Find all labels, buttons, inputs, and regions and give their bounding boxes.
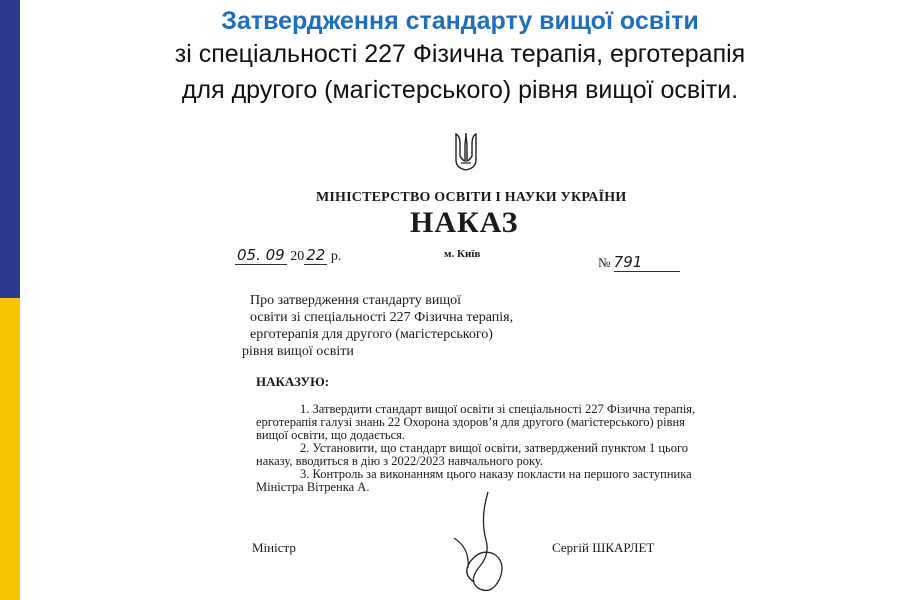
date-year-prefix: 20 (290, 249, 305, 264)
order-heading: НАКАЗУЮ: (256, 374, 330, 389)
subject-line: освіти зі спеціальності 227 Фізична терапія, (250, 310, 514, 325)
number-prefix: № (598, 255, 611, 270)
handwritten-signature (440, 488, 530, 600)
body-line: наказу, вводиться в дію з 2022/2023 навчального року. (256, 454, 544, 468)
slide-title: Затвердження стандарту вищої освіти (221, 7, 699, 35)
date-suffix: р. (330, 249, 342, 264)
order-subject (242, 292, 513, 360)
body-line: 2. Установити, що стандарт вищої освіти, затверджений пунктом 1 цього (300, 441, 689, 455)
flag-yellow-band (0, 298, 20, 600)
trident-emblem-icon (454, 130, 478, 172)
order-number (598, 253, 680, 272)
city-label: м. Київ (444, 248, 481, 260)
number-handwritten: 791 (614, 253, 680, 272)
order-document-scan (20, 110, 900, 600)
subject-line: Про затвердження стандарту вищої (250, 293, 461, 308)
subject-line: ерготерапія для другого (магістерського) (250, 327, 493, 342)
ministry-name: МІНІСТЕРСТВО ОСВІТИ І НАУКИ УКРАЇНИ (316, 190, 627, 205)
ukraine-flag-stripe (0, 0, 20, 600)
slide-subtitle-line-2: для другого (магістерського) рівня вищої освіти. (181, 76, 739, 104)
order-date (235, 246, 341, 265)
body-line: ерготерапія галузі знань 22 Охорона здоров’я для другого (магістерського) рівня (256, 415, 685, 429)
slide-subtitle-line-1: зі спеціальності 227 Фізична терапія, ерготерапія (174, 40, 746, 68)
flag-blue-band (0, 0, 20, 298)
body-line: 1. Затвердити стандарт вищої освіти зі спеціальності 227 Фізична терапія, (300, 402, 696, 416)
signer-name: Сергій ШКАРЛЕТ (552, 540, 655, 555)
body-line: Міністра Вітренка А. (256, 480, 370, 494)
body-line: 3. Контроль за виконанням цього наказу покласти на першого заступника (300, 467, 692, 481)
document-heading: НАКАЗ (410, 206, 519, 239)
body-line: вищої освіти, що додається. (256, 428, 406, 442)
date-handwritten: 05. 09 (237, 246, 285, 264)
order-body (256, 402, 696, 494)
subject-line: рівня вищої освіти (242, 344, 354, 359)
signer-title: Міністр (252, 540, 296, 555)
date-year-handwritten: 22 (306, 246, 326, 264)
